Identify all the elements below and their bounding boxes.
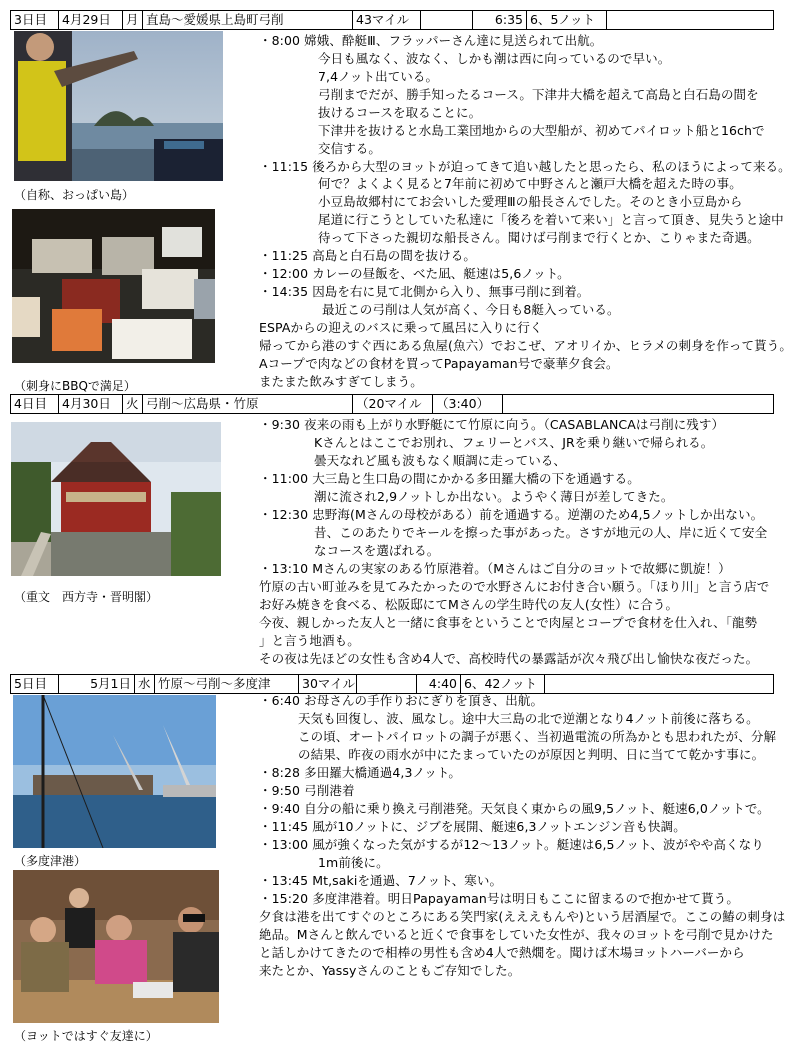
day5-line: 天気も回復し、波、風なし。途中大三島の北で逆潮となり4ノット前後に落ちる。 xyxy=(298,711,759,726)
day4-line: 今夜、親しかった友人と一緒に食事をということで肉屋とコープで食材を仕入れ、「龍勢 xyxy=(259,615,758,630)
day3-line: 7,4ノット出ている。 xyxy=(318,69,439,84)
caption-temple: （重文 西方寺・晋明閣） xyxy=(14,590,159,604)
day4-header xyxy=(10,394,774,414)
day3-line: ・12:00 カレーの昼飯を、べた凪、艇速は5,6ノット。 xyxy=(259,266,570,281)
day4-line: 」と言う地酒も。 xyxy=(259,633,360,648)
day4-day: 4日目 xyxy=(11,395,59,413)
day5-distance: 30マイル xyxy=(299,675,357,693)
day3-line: ・8:00 嫦娥、酔艇Ⅲ、フラッパーさん達に見送られて出航。 xyxy=(259,33,603,48)
day5-line: 絶品。Mさんと飲んでいると近くで食事をしていた女性が、我々のヨットを弓削で見かけた xyxy=(259,927,774,942)
day3-line: 交信する。 xyxy=(318,141,382,156)
photo-friends xyxy=(13,870,219,1023)
day4-line: Kさんとはここでお別れ、フェリーとバス、JRを乗り継いで帰られる。 xyxy=(314,435,714,450)
day4-line: ・9:30 夜来の雨も上がり水野艇にて竹原に向う。（CASABLANCAは弓削に残す） xyxy=(259,417,725,432)
day3-time: 6:35 xyxy=(473,11,527,29)
day5-speed: 6、42ノット xyxy=(461,675,545,693)
day3-line: 今日も風なく、波なく、しかも潮は西に向っているので早い。 xyxy=(318,51,671,66)
day4-line: 潮に流され2,9ノットしか出ない。ようやく薄日が差してきた。 xyxy=(314,489,674,504)
day5-line: ・11:45 風が10ノットに、ジブを展開、艇速6,3ノットエンジン音も快調。 xyxy=(259,819,686,834)
caption-island: （自称、おっぱい島） xyxy=(14,188,135,202)
day5-line: 1m前後に。 xyxy=(318,855,389,870)
day5-line: ・6:40 お母さんの手作りおにぎりを頂き、出航。 xyxy=(259,693,544,708)
caption-port: （多度津港） xyxy=(14,854,87,868)
day3-line: 下津井を抜けると水島工業団地からの大型船が、初めてパイロット船と16chで xyxy=(318,123,765,138)
day4-line: なコースを選ばれる。 xyxy=(314,543,440,558)
day3-line: 抜けるコースを取ることに。 xyxy=(318,105,482,120)
photo-island-view xyxy=(14,31,223,181)
photo-temple xyxy=(11,422,221,576)
day5-day: 5日目 xyxy=(11,675,59,693)
day4-line: ・13:10 Mさんの実家のある竹原港着。（Mさんはご自分のヨットで故郷に凱旋！） xyxy=(259,561,731,576)
day3-line: ・14:35 因島を右に見て北側から入り、無事弓削に到着。 xyxy=(259,284,590,299)
day5-time: 4:40 xyxy=(417,675,461,693)
day3-header-fill xyxy=(607,11,773,29)
day4-line: 竹原の古い町並みを見てみたかったので水野さんにお付き合い願う。「ほり川」と言う店で xyxy=(259,579,770,594)
day4-header-fill xyxy=(503,395,773,413)
day3-line: 最近この弓削は人気が高く、今日も8艇入っている。 xyxy=(322,302,620,317)
caption-friends: （ヨットではすぐ友達に） xyxy=(14,1029,158,1043)
day4-route: 弓削〜広島県・竹原 xyxy=(143,395,353,413)
day5-line: ・9:40 自分の船に乗り換え弓削港発。天気良く東からの風9,5ノット、艇速6,0ノットで。 xyxy=(259,801,770,816)
day5-line: の結果、昨夜の雨水が中にたまっていたのが原因と判明、日に当てて乾かす事に。 xyxy=(298,747,765,762)
day3-line: ・11:15 後ろから大型のヨットが迫ってきて追い越したと思ったら、私のほうによって来る。 xyxy=(259,159,791,174)
day5-header-fill xyxy=(545,675,773,693)
day4-line: 昔、このあたりでキールを擦った事があった。さすが地元の人、岸に近くて安全 xyxy=(314,525,768,540)
day5-line: ・13:00 風が強くなった気がするが12〜13ノット。艇速は6,5ノット、波がやや高くなり xyxy=(259,837,764,852)
day4-distance: （20マイル xyxy=(353,395,433,413)
day5-line: 夕食は港を出てすぐのところにある笑門家(えええもんや)という居酒屋で。ここの鰆の刺身は xyxy=(259,909,786,924)
day3-spacer xyxy=(421,11,473,29)
caption-bbq: （刺身にBBQで満足） xyxy=(14,379,136,393)
day3-line: 小豆島故郷村にてお会いした愛理Ⅲの船長さんでした。そのとき小豆島から xyxy=(318,194,743,209)
day3-weekday: 月 xyxy=(123,11,143,29)
day3-line: 何で？よくよく見ると7年前に初めて中野さんと瀬戸大橋を超えた時の事。 xyxy=(318,176,742,191)
day3-line: またまた飲みすぎてしまう。 xyxy=(259,374,423,389)
day5-line: と話しかけてきたので相棒の男性も含め4人で熱燗を。聞けば木場ヨットハーバーから xyxy=(259,945,745,960)
day3-line: 帰ってから港のすぐ西にある魚屋(魚六）でおこぜ、アオリイか、ヒラメの刺身を作って貰う。 xyxy=(259,338,792,353)
day3-speed: 6、5ノット xyxy=(527,11,607,29)
day4-line: お好み焼きを食べる、松阪邸にてMさんの学生時代の友人(女性）に合う。 xyxy=(259,597,679,612)
day4-line: 曇天なれど風も波もなく順調に走っている、 xyxy=(314,453,567,468)
photo-sashimi-bbq xyxy=(12,209,215,363)
day3-line: 待って下さった親切な船長さん。聞けば弓削まで行くとか、こりゃまた奇遇。 xyxy=(318,230,760,245)
day4-line: ・12:30 忠野海(Mさんの母校がある）前を通過する。逆潮のため4,5ノットしか出ない。 xyxy=(259,507,764,522)
day4-line: その夜は先ほどの女性も含め4人で、高校時代の暴露話が次々飛び出し愉快な夜だった。 xyxy=(259,651,759,666)
day5-line: ・9:50 弓削港着 xyxy=(259,783,355,798)
day3-line: 尾道に行こうとしていた私達に「後ろを着いて来い」と言って頂き、見失うと途中 xyxy=(318,212,784,227)
day3-header xyxy=(10,10,774,30)
photo-tadotsu-port xyxy=(13,695,216,848)
day5-weekday: 水 xyxy=(135,675,155,693)
day3-day: 3日目 xyxy=(11,11,59,29)
day3-line: ・11:25 高島と白石島の間を抜ける。 xyxy=(259,248,476,263)
day3-line: 弓削までだが、勝手知ったるコース。下津井大橋を超えて高島と白石島の間を xyxy=(318,87,759,102)
day5-line: この頃、オートパイロットの調子が悪く、当初過電流の所為かとも思われたが、分解 xyxy=(298,729,777,744)
day5-route: 竹原〜弓削〜多度津 xyxy=(155,675,299,693)
day3-line: ESPAからの迎えのバスに乗って風呂に入りに行く xyxy=(259,320,543,335)
day5-date: 5月1日 xyxy=(59,675,135,693)
day3-date: 4月29日 xyxy=(59,11,123,29)
day3-distance: 43マイル xyxy=(353,11,421,29)
day5-line: ・15:20 多度津港着。明日Papayaman号は明日もここに留まるので抱かせて貰う。 xyxy=(259,891,739,906)
day3-route: 直島〜愛媛県上島町弓削 xyxy=(143,11,353,29)
day5-line: ・13:45 Mt,sakiを通過、7ノット、寒い。 xyxy=(259,873,503,888)
day3-line: Aコープで肉などの食材を買ってPapayaman号で豪華夕食会。 xyxy=(259,356,619,371)
day4-date: 4月30日 xyxy=(59,395,123,413)
day4-weekday: 火 xyxy=(123,395,143,413)
day4-time: （3:40） xyxy=(433,395,503,413)
day5-line: 来たとか、Yassyさんのこともご存知でした。 xyxy=(259,963,521,978)
day4-line: ・11:00 大三島と生口島の間にかかる多田羅大橋の下を通過する。 xyxy=(259,471,640,486)
day5-line: ・8:28 多田羅大橋通過4,3ノット。 xyxy=(259,765,461,780)
